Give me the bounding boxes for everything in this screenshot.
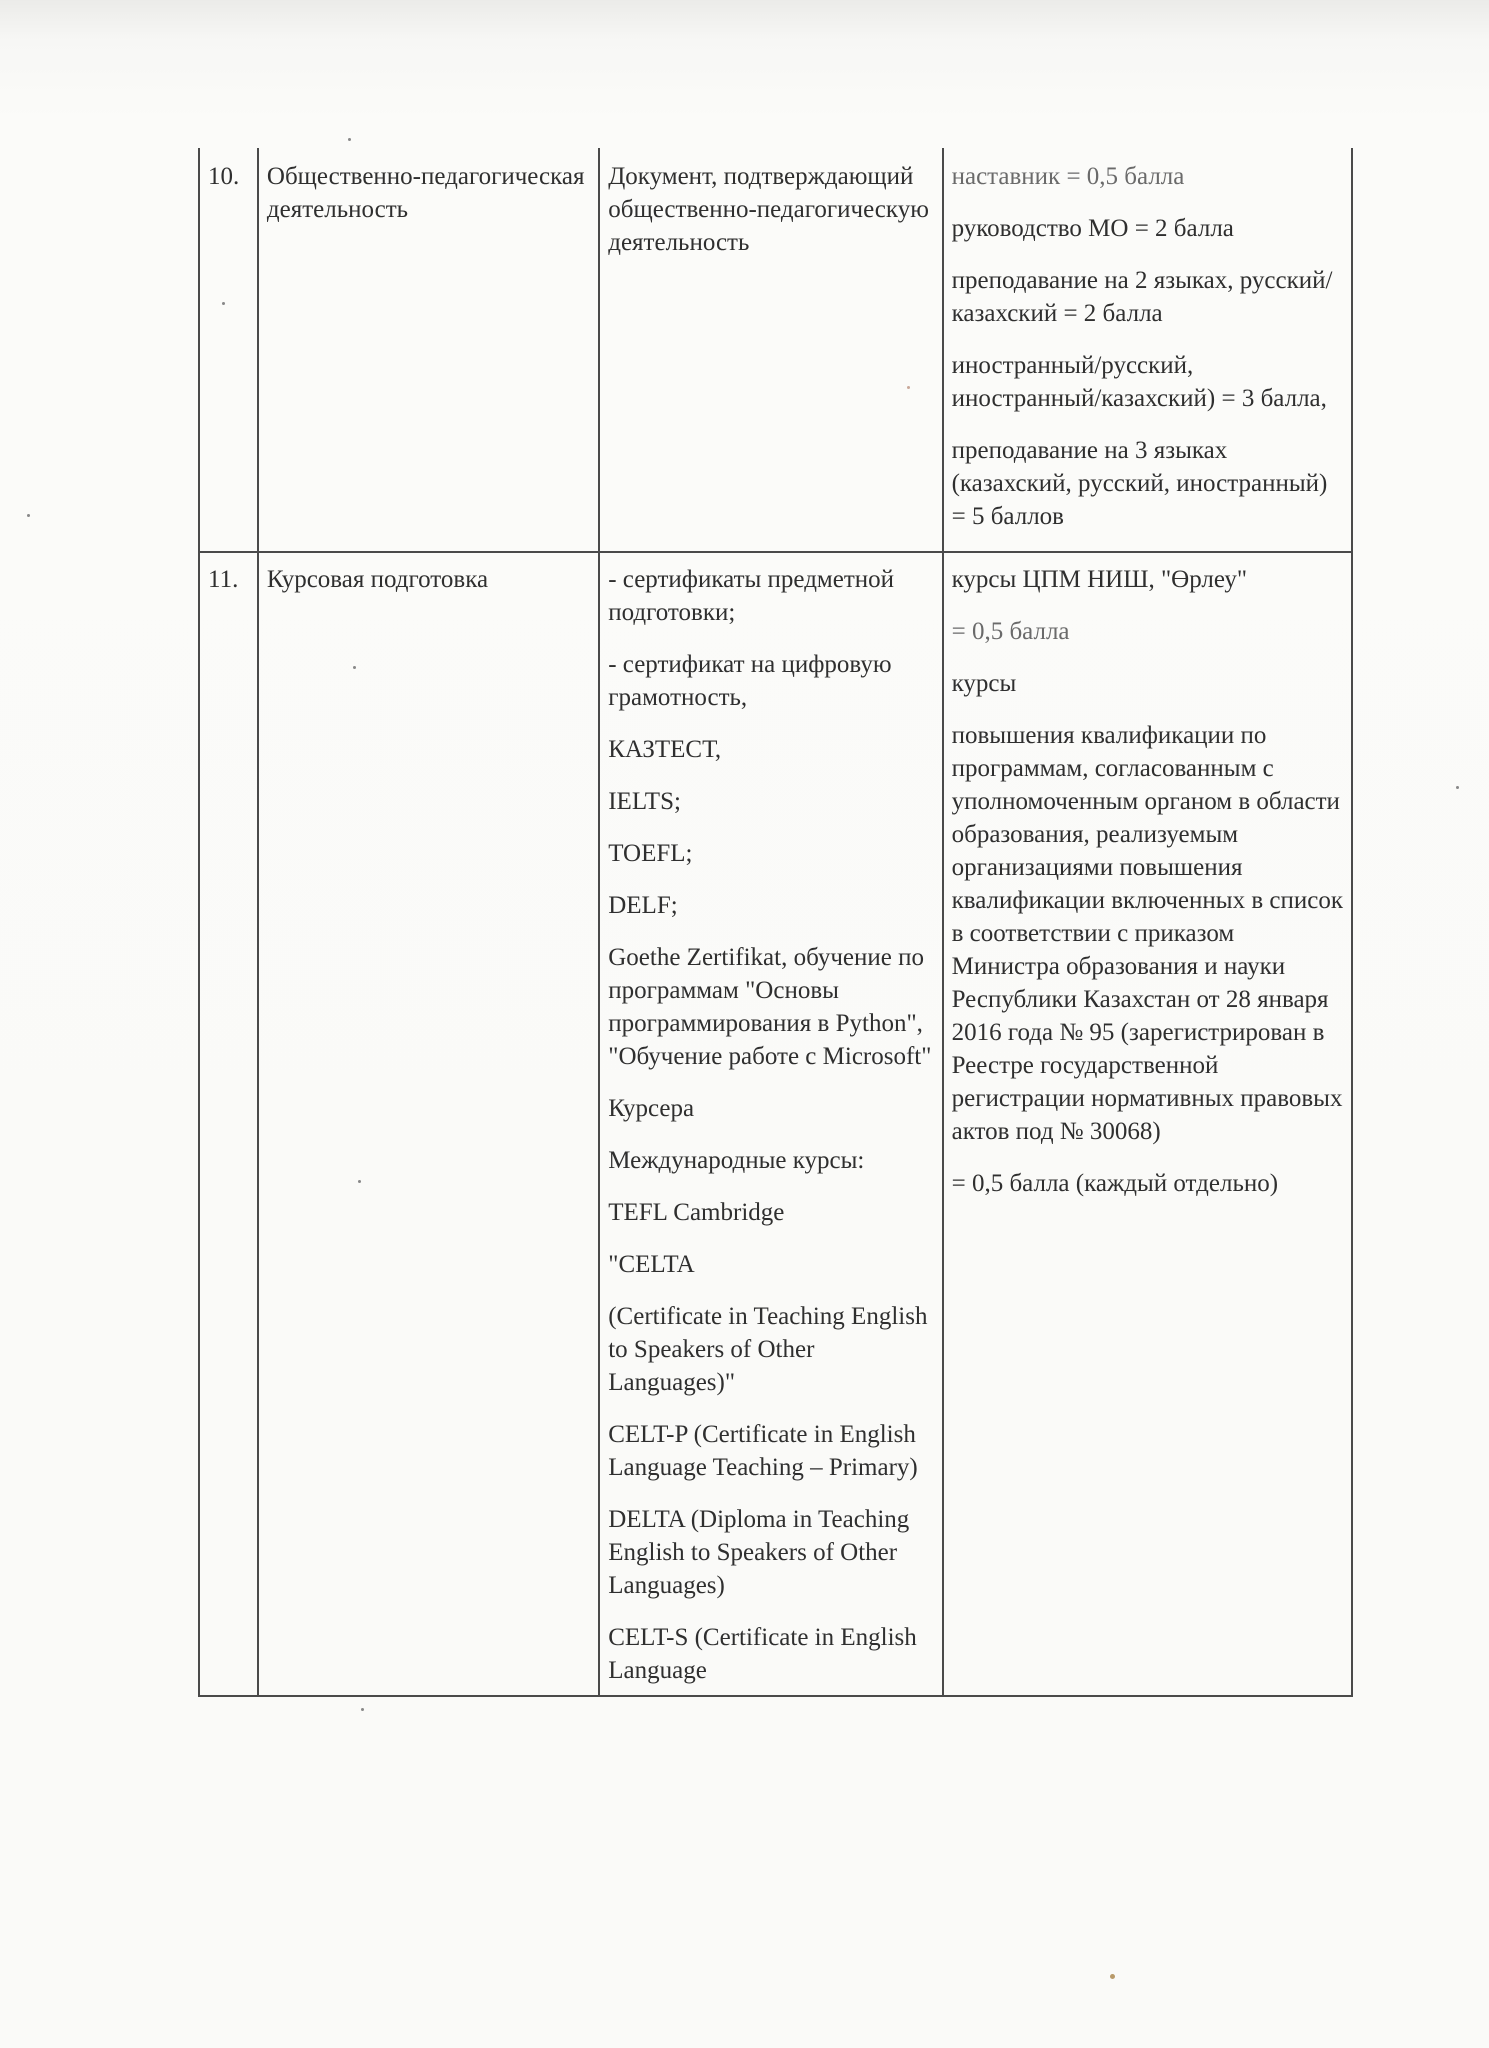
criterion-name: Курсовая подготовка bbox=[258, 552, 599, 1696]
document-item: Goethe Zertifikat, обучение по программам "Основы программирования в Python", "Обучение работе с Microsoft" bbox=[608, 944, 932, 1070]
document-item: КАЗТЕСТ, bbox=[608, 736, 722, 763]
score-item: курсы ЦПМ НИШ, "Өрлеу" bbox=[951, 566, 1248, 593]
document-item: IELTS; bbox=[608, 788, 681, 815]
scan-speck bbox=[361, 1708, 364, 1711]
scan-speck bbox=[222, 302, 225, 305]
documents-cell bbox=[599, 148, 942, 552]
score-item: наставник = 0,5 балла bbox=[951, 163, 1185, 190]
document-item: "CELTA bbox=[608, 1251, 695, 1278]
score-item: руководство МО = 2 балла bbox=[951, 215, 1234, 242]
criterion-name: Общественно-педагогическая деятельность bbox=[258, 148, 599, 552]
score-item: преподавание на 3 языках (казахский, русский, иностранный) = 5 баллов bbox=[951, 437, 1328, 530]
table-row bbox=[199, 552, 1352, 1696]
row-number: 11. bbox=[199, 552, 258, 1696]
document-item: Курсера bbox=[608, 1095, 695, 1122]
score-item: повышения квалификации по программам, согласованным с уполномоченным органом в области образования, реализуемым организациями повышения квалификации включенных в список в соответствии с приказом Министра образования и науки Республики Казахстан от 28 января 2016 года № 95 (зарегистрирован в Реестре государственной регистрации нормативных правовых актов под № 30068) bbox=[951, 722, 1343, 1145]
scan-speck bbox=[907, 386, 910, 389]
row-number: 10. bbox=[199, 148, 258, 552]
scan-speck bbox=[1110, 1974, 1115, 1979]
scan-speck bbox=[1456, 786, 1459, 789]
document-item: DELF; bbox=[608, 892, 678, 919]
document-item: Документ, подтверждающий общественно-педагогическую деятельность bbox=[608, 163, 929, 256]
criteria-table bbox=[198, 148, 1353, 1697]
document-item: TOEFL; bbox=[608, 840, 693, 867]
scan-speck bbox=[27, 514, 30, 517]
document-item: DELTA (Diploma in Teaching English to Speakers of Other Languages) bbox=[608, 1506, 910, 1599]
score-item: = 0,5 балла (каждый отдельно) bbox=[951, 1170, 1279, 1197]
document-item: - сертификат на цифровую грамотность, bbox=[608, 651, 892, 711]
document-item: Международные курсы: bbox=[608, 1147, 865, 1174]
scan-speck bbox=[353, 666, 356, 669]
document-item: (Certificate in Teaching English to Speakers of Other Languages)" bbox=[608, 1303, 928, 1396]
documents-cell bbox=[599, 552, 942, 1696]
scan-speck bbox=[348, 138, 351, 141]
table-row bbox=[199, 148, 1352, 552]
score-item: иностранный/русский, иностранный/казахский) = 3 балла, bbox=[951, 352, 1327, 412]
score-item: преподавание на 2 языках, русский/казахский = 2 балла bbox=[951, 267, 1333, 327]
score-item: курсы bbox=[951, 670, 1017, 697]
score-item: = 0,5 балла bbox=[951, 618, 1070, 645]
scan-speck bbox=[358, 1180, 361, 1183]
document-item: TEFL Cambridge bbox=[608, 1199, 785, 1226]
document-item: CELT-S (Certificate in English Language bbox=[608, 1624, 917, 1684]
document-item: - сертификаты предметной подготовки; bbox=[608, 566, 895, 626]
document-item: CELT-P (Certificate in English Language Teaching – Primary) bbox=[608, 1421, 918, 1481]
scores-cell bbox=[943, 148, 1352, 552]
scores-cell bbox=[943, 552, 1352, 1696]
